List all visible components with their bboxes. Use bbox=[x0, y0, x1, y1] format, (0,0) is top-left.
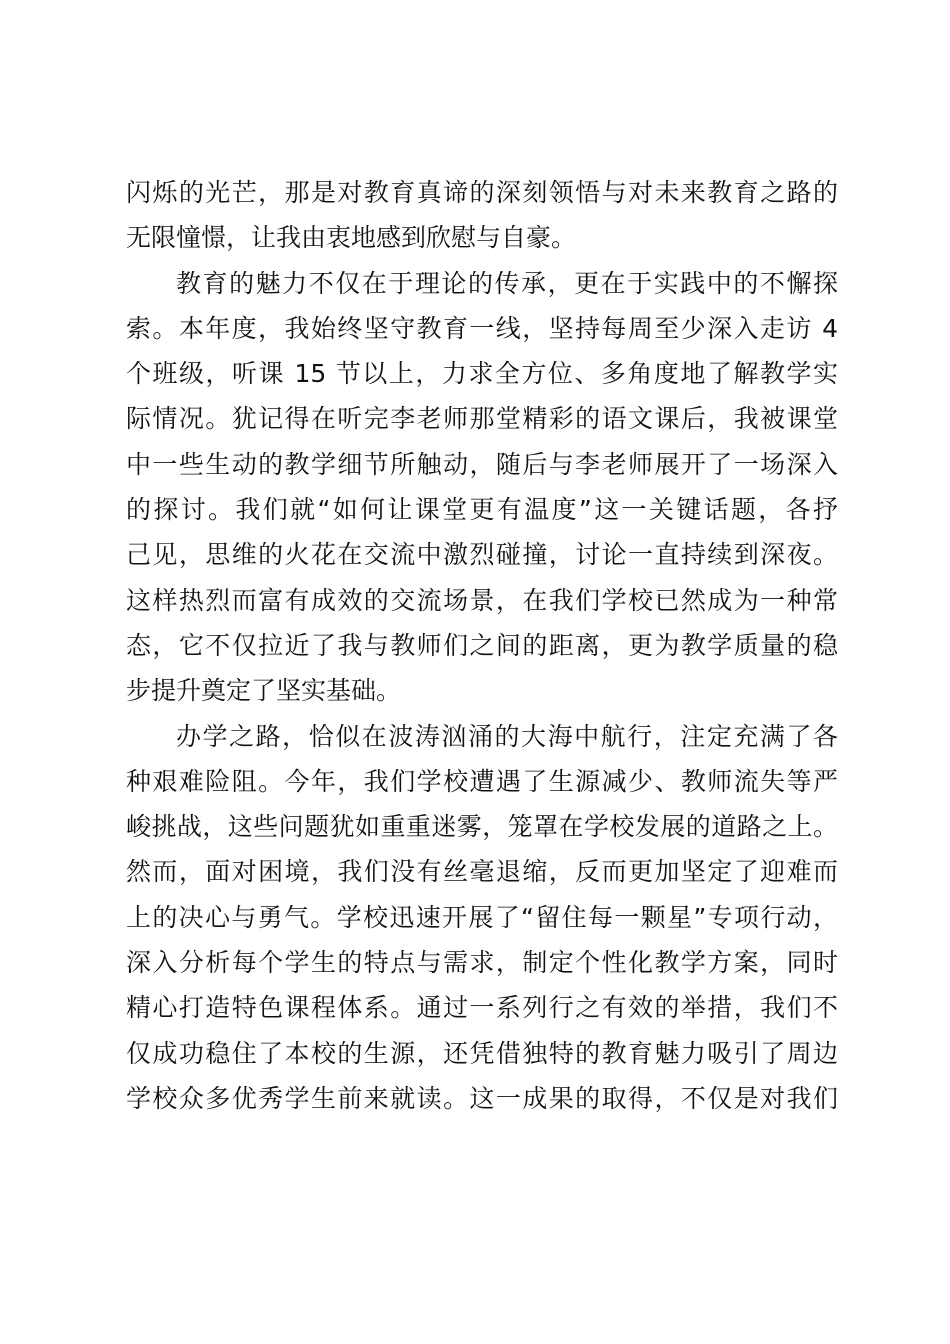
text-line: 深入分析每个学生的特点与需求，制定个性化教学方案，同时 bbox=[126, 948, 838, 978]
text-line: 闪烁的光芒，那是对教育真谛的深刻领悟与对未来教育之路的 bbox=[126, 178, 838, 207]
paragraph-2 bbox=[126, 261, 838, 714]
text-line: 个班级，听课 15 节以上，力求全方位、多角度地了解教学实 bbox=[126, 359, 838, 389]
text-line: 的探讨。我们就“如何让课堂更有温度”这一关键话题，各抒 bbox=[126, 495, 838, 525]
text-line: 无限憧憬，让我由衷地感到欣慰与自豪。 bbox=[126, 223, 577, 253]
paragraph-3 bbox=[126, 714, 838, 1122]
text-line: 学校众多优秀学生前来就读。这一成果的取得，不仅是对我们 bbox=[126, 1083, 838, 1113]
text-line: 中一些生动的教学细节所触动，随后与李老师展开了一场深入 bbox=[126, 449, 838, 479]
text-line: 然而，面对困境，我们没有丝毫退缩，反而更加坚定了迎难而 bbox=[126, 857, 838, 887]
text-line: 步提升奠定了坚实基础。 bbox=[126, 676, 402, 706]
text-line: 这样热烈而富有成效的交流场景，在我们学校已然成为一种常 bbox=[126, 585, 838, 615]
text-line: 上的决心与勇气。学校迅速开展了“留住每一颗星”专项行动， bbox=[126, 902, 838, 932]
text-line: 种艰难险阻。今年，我们学校遭遇了生源减少、教师流失等严 bbox=[126, 766, 838, 796]
paragraph-1 bbox=[126, 170, 838, 261]
text-line: 峻挑战，这些问题犹如重重迷雾，笼罩在学校发展的道路之上。 bbox=[126, 812, 838, 842]
text-line: 仅成功稳住了本校的生源，还凭借独特的教育魅力吸引了周边 bbox=[126, 1038, 838, 1068]
text-line: 办学之路，恰似在波涛汹涌的大海中航行，注定充满了各 bbox=[176, 721, 838, 751]
document-body bbox=[126, 170, 838, 1121]
text-line: 际情况。犹记得在听完李老师那堂精彩的语文课后，我被课堂 bbox=[126, 404, 838, 434]
text-line: 己见，思维的火花在交流中激烈碰撞，讨论一直持续到深夜。 bbox=[126, 540, 838, 570]
text-line: 态，它不仅拉近了我与教师们之间的距离，更为教学质量的稳 bbox=[126, 630, 838, 660]
text-line: 教育的魅力不仅在于理论的传承，更在于实践中的不懈探 bbox=[176, 268, 838, 298]
text-line: 精心打造特色课程体系。通过一系列行之有效的举措，我们不 bbox=[126, 993, 838, 1023]
text-line: 索。本年度，我始终坚守教育一线，坚持每周至少深入走访 4 bbox=[126, 313, 838, 343]
